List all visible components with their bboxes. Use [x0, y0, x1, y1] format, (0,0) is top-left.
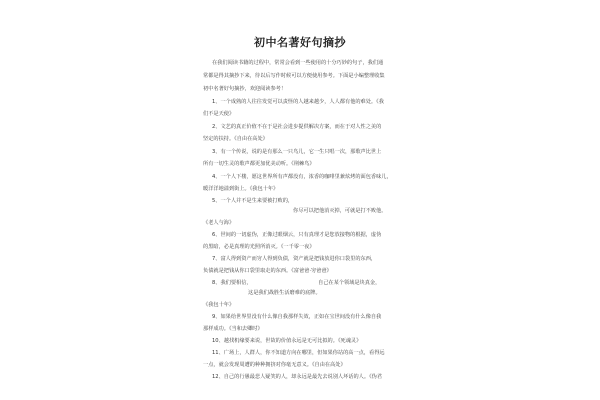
text-line: 12、自己的行愚最悲人疑笑的人，却永远是最先去说别人坏话的人。《伪君	[212, 374, 383, 380]
text-line: 10、越找机缘要来说，世故的价值永远是无可比拟的。《死魂灵》	[212, 338, 362, 344]
text-line: 那样成功。《当和去卿时》	[203, 326, 263, 332]
text-line: 11、广场上，人群人，你不知道方向在哪里，但如果你站的高一点，看得远	[212, 350, 385, 356]
text-line: 自己在某个领域是块真金，	[318, 280, 381, 286]
text-line: 的黑暗，必是真理的光照所消灭。《一千零一夜》	[203, 244, 315, 250]
text-line: 常都是得其摘抄下来，待以后写作时候可以方便使用参考。下面是小编整理收集	[203, 73, 385, 79]
text-line: 坚定的扶持。《自由在高处》	[203, 136, 268, 142]
text-line: 1、一个成熟的人往往发觉可以责怪的人越来越少，人人都有他的难处。《我	[212, 99, 384, 105]
page-title: 初中名著好句摘抄	[254, 36, 346, 49]
text-line: 你尽可以把他消灭掉，可就是打不败他。	[293, 208, 387, 214]
text-line: 初中名著好句摘抄，欢迎阅读参考！	[203, 86, 287, 92]
text-line: 这是我们战胜生活磨难的底牌。	[248, 290, 321, 296]
text-line: 6、世间的一切虚伪，正像过眼烟云，只有真理才是您放接物的根据，虚伪	[212, 232, 382, 238]
text-line: 在我们阅读书籍的过程中，常常会看到一些使用的十分巧妙的句子，我们通	[212, 60, 384, 66]
text-line: 一点，就会发现周遭的种种拥挤对你毫无意义。《自由在高处》	[203, 362, 346, 368]
text-line: 4、一个人下楼，愿这世界所有声都没有，浓香的咖啡里兼炫烤的面包香味儿，	[212, 174, 392, 180]
text-line: 7、富人得到资产而穷人得到负债，资产就是把钱放进你口袋里的东西，	[212, 256, 377, 262]
text-line: 2、文艺的真正价值不在于是社会进步提供解决方案，而在于对人性之美的	[212, 124, 382, 130]
text-line: 9、如果给世界里没有什么像自我那样失效，正如在宝世间没有什么像自我	[212, 314, 382, 320]
text-line: 3、有一个传说，说的是有那么一只鸟儿，它一生只唱一次，那歌声比世上	[212, 149, 382, 155]
text-line: 暖洋洋地溢到街上。《我包十年》	[203, 186, 279, 192]
text-line: 所有一切生灵的歌声都更加优美动听。《荆棘鸟》	[203, 161, 315, 167]
text-line: 8、我们要相信，	[212, 280, 252, 286]
text-line: 们不是天使》	[203, 111, 235, 117]
text-line: 《老人与海》	[203, 220, 235, 226]
text-line: 负债就是把钱从你口袋里取走的东西。《富爸爸·穷爸爸》	[203, 268, 332, 274]
text-line: 《我包十年》	[203, 302, 235, 308]
text-line: 5、一个人并不是生来要被打败的，	[212, 198, 294, 204]
